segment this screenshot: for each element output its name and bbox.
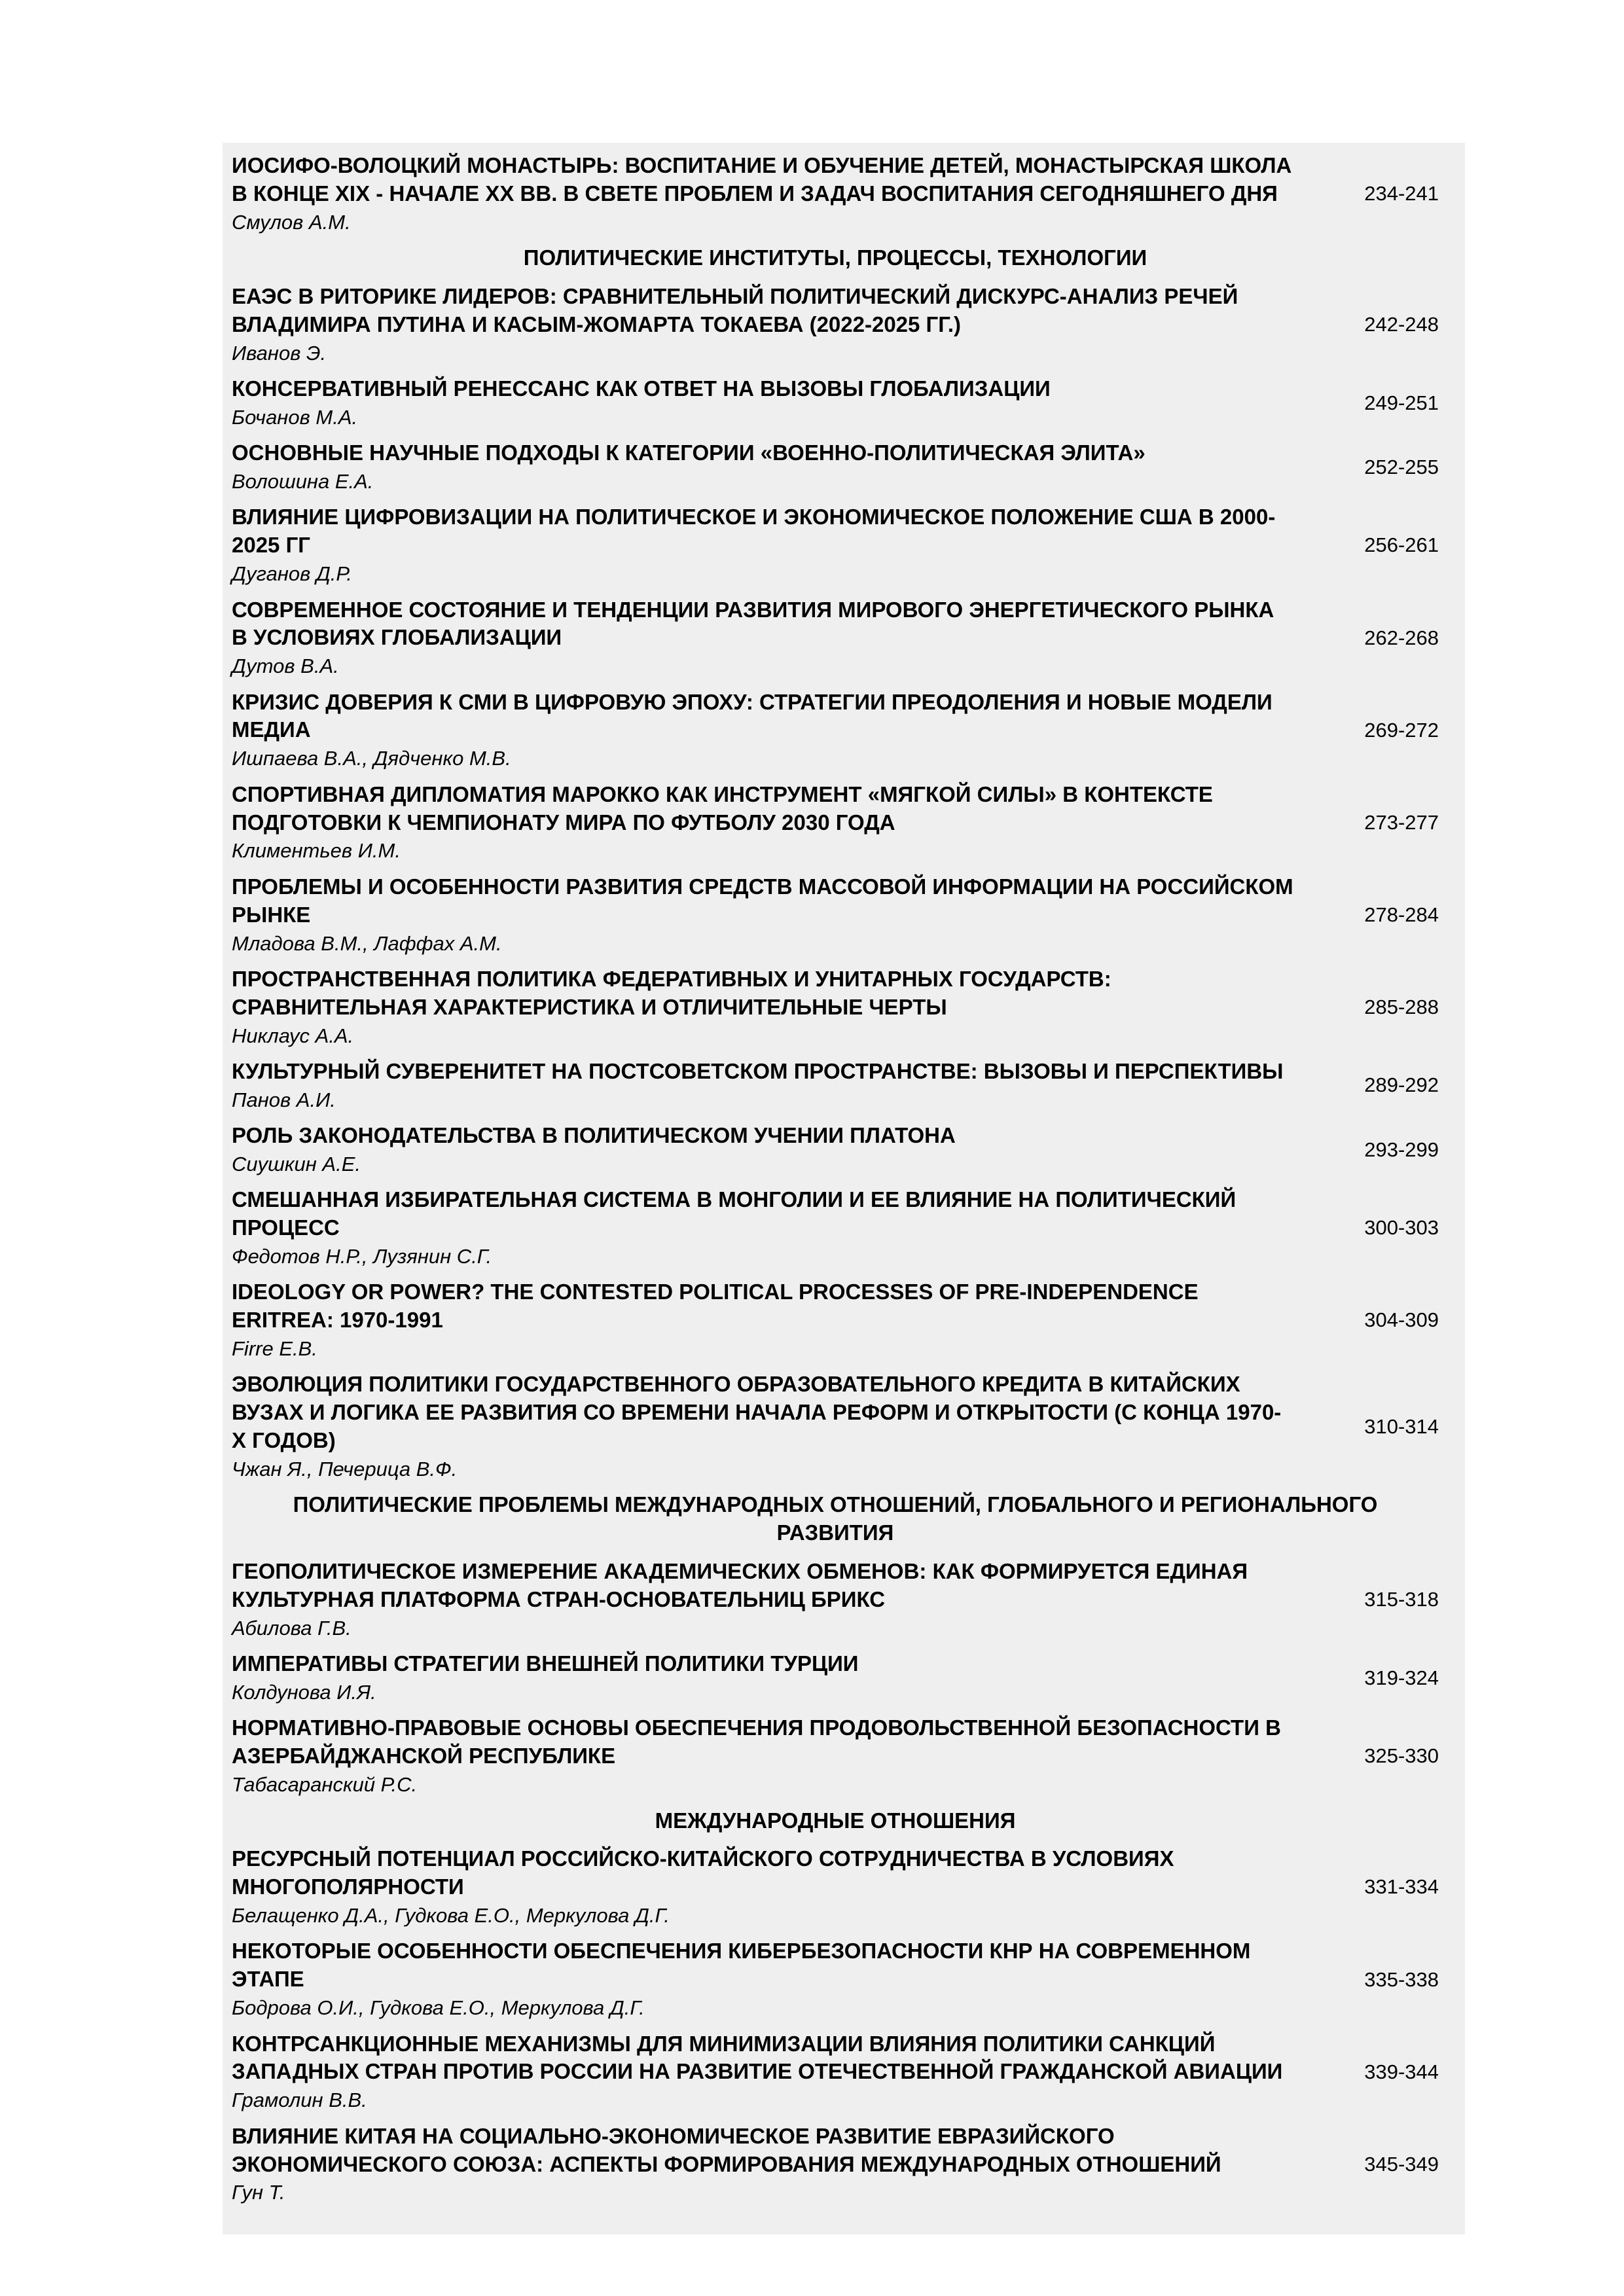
article-authors: Климентьев И.М. (232, 839, 401, 863)
toc-entry (232, 1058, 1439, 1113)
article-authors: Firre E.B. (232, 1337, 317, 1361)
toc-entry-text (232, 1058, 1314, 1113)
article-title: ВЛИЯНИЕ КИТАЯ НА СОЦИАЛЬНО-ЭКОНОМИЧЕСКОЕ РАЗВИТИЕ ЕВРАЗИЙСКОГО ЭКОНОМИЧЕСКОГО СОЮЗА: АСПЕКТЫ ФОРМИРОВАНИЯ МЕЖДУНАРОДНЫХ ОТНОШЕНИЙ (232, 2123, 1221, 2176)
page-range: 335-338 (1364, 1967, 1439, 1991)
article-authors: Бодрова О.И., Гудкова Е.О., Меркулова Д.Г. (232, 1996, 645, 2020)
toc-entry (232, 1845, 1439, 1929)
article-title: НЕКОТОРЫЕ ОСОБЕННОСТИ ОБЕСПЕЧЕНИЯ КИБЕРБЕЗОПАСНОСТИ КНР НА СОВРЕМЕННОМ ЭТАПЕ (232, 1939, 1251, 1992)
toc-entry (232, 1558, 1439, 1641)
article-authors: Дуганов Д.Р. (232, 562, 352, 586)
page-range: 319-324 (1364, 1666, 1439, 1689)
article-authors: Дутов В.А. (232, 655, 339, 678)
toc-entry-text (232, 1714, 1314, 1798)
toc-entry (232, 283, 1439, 367)
page-range: 234-241 (1364, 182, 1439, 206)
toc-entry-text (232, 689, 1314, 772)
toc-entry-text (232, 873, 1314, 957)
page-range: 315-318 (1364, 1588, 1439, 1611)
toc-entry (232, 439, 1439, 495)
article-title: ПРОБЛЕМЫ И ОСОБЕННОСТИ РАЗВИТИЯ СРЕДСТВ МАССОВОЙ ИНФОРМАЦИИ НА РОССИЙСКОМ РЫНКЕ (232, 874, 1293, 927)
article-title: СПОРТИВНАЯ ДИПЛОМАТИЯ МАРОККО КАК ИНСТРУМЕНТ «МЯГКОЙ СИЛЫ» В КОНТЕКСТЕ ПОДГОТОВКИ К ЧЕМПИОНАТУ МИРА ПО ФУТБОЛУ 2030 ГОДА (232, 781, 1213, 834)
article-title: СОВРЕМЕННОЕ СОСТОЯНИЕ И ТЕНДЕНЦИИ РАЗВИТИЯ МИРОВОГО ЭНЕРГЕТИЧЕСКОГО РЫНКА В УСЛОВИЯХ ГЛОБАЛИЗАЦИИ (232, 597, 1274, 650)
toc-entry (232, 965, 1439, 1049)
article-title: ПРОСТРАНСТВЕННАЯ ПОЛИТИКА ФЕДЕРАТИВНЫХ И УНИТАРНЫХ ГОСУДАРСТВ: СРАВНИТЕЛЬНАЯ ХАРАКТЕРИСТИКА И ОТЛИЧИТЕЛЬНЫЕ ЧЕРТЫ (232, 966, 1111, 1019)
article-authors: Табасаранский Р.С. (232, 1773, 418, 1797)
article-authors: Сиушкин А.Е. (232, 1152, 361, 1175)
toc-entry (232, 1186, 1439, 1270)
toc-entry-text (232, 283, 1314, 367)
article-title: КРИЗИС ДОВЕРИЯ К СМИ В ЦИФРОВУЮ ЭПОХУ: СТРАТЕГИИ ПРЕОДОЛЕНИЯ И НОВЫЕ МОДЕЛИ МЕДИА (232, 689, 1272, 742)
toc-entry-text (232, 152, 1314, 236)
article-authors: Младова В.М., Лаффах А.М. (232, 931, 502, 955)
article-title: ВЛИЯНИЕ ЦИФРОВИЗАЦИИ НА ПОЛИТИЧЕСКОЕ И ЭКОНОМИЧЕСКОЕ ПОЛОЖЕНИЕ США В 2000-2025 ГГ (232, 505, 1276, 558)
toc-entry-text (232, 1650, 1314, 1706)
article-authors: Белащенко Д.А., Гудкова Е.О., Меркулова Д.Г. (232, 1904, 670, 1928)
article-authors: Гун Т. (232, 2181, 285, 2204)
toc-entry (232, 689, 1439, 772)
page-range: 325-330 (1364, 1744, 1439, 1768)
article-title: КОНТРСАНКЦИОННЫЕ МЕХАНИЗМЫ ДЛЯ МИНИМИЗАЦИИ ВЛИЯНИЯ ПОЛИТИКИ САНКЦИЙ ЗАПАДНЫХ СТРАН ПРОТИВ РОССИИ НА РАЗВИТИЕ ОТЕЧЕСТВЕННОЙ ГРАЖДАНСКОЙ АВИАЦИИ (232, 2031, 1283, 2084)
section-header: ПОЛИТИЧЕСКИЕ ПРОБЛЕМЫ МЕЖДУНАРОДНЫХ ОТНОШЕНИЙ, ГЛОБАЛЬНОГО И РЕГИОНАЛЬНОГО РАЗВИТИЯ (293, 1492, 1378, 1545)
toc-entry (232, 1371, 1439, 1482)
article-title: ОСНОВНЫЕ НАУЧНЫЕ ПОДХОДЫ К КАТЕГОРИИ «ВОЕННО-ПОЛИТИЧЕСКАЯ ЭЛИТА» (232, 440, 1146, 465)
page-range: 304-309 (1364, 1308, 1439, 1332)
toc-entry-text (232, 1186, 1314, 1270)
toc-entry (232, 1278, 1439, 1362)
page-range: 249-251 (1364, 391, 1439, 414)
article-authors: Смулов А.М. (232, 210, 351, 234)
toc-entry (232, 503, 1439, 587)
article-authors: Бочанов М.А. (232, 405, 358, 429)
article-title: НОРМАТИВНО-ПРАВОВЫЕ ОСНОВЫ ОБЕСПЕЧЕНИЯ ПРОДОВОЛЬСТВЕННОЙ БЕЗОПАСНОСТИ В АЗЕРБАЙДЖАНСКОЙ РЕСПУБЛИКЕ (232, 1715, 1281, 1768)
article-title: РЕСУРСНЫЙ ПОТЕНЦИАЛ РОССИЙСКО-КИТАЙСКОГО СОТРУДНИЧЕСТВА В УСЛОВИЯХ МНОГОПОЛЯРНОСТИ (232, 1846, 1174, 1899)
article-title: ИОСИФО-ВОЛОЦКИЙ МОНАСТЫРЬ: ВОСПИТАНИЕ И ОБУЧЕНИЕ ДЕТЕЙ, МОНАСТЫРСКАЯ ШКОЛА В КОНЦЕ XIX - НАЧАЛЕ XX ВВ. В СВЕТЕ ПРОБЛЕМ И ЗАДАЧ ВОСПИТАНИЯ СЕГОДНЯШНЕГО ДНЯ (232, 153, 1292, 206)
page-range: 256-261 (1364, 533, 1439, 557)
article-authors: Ишпаева В.А., Дядченко М.В. (232, 747, 511, 770)
article-authors: Никлаус А.А. (232, 1024, 354, 1047)
toc-entry (232, 1714, 1439, 1798)
toc-entry-text (232, 1558, 1314, 1641)
article-authors: Панов А.И. (232, 1088, 336, 1111)
toc-entry (232, 2030, 1439, 2114)
article-title: ГЕОПОЛИТИЧЕСКОЕ ИЗМЕРЕНИЕ АКАДЕМИЧЕСКИХ ОБМЕНОВ: КАК ФОРМИРУЕТСЯ ЕДИНАЯ КУЛЬТУРНАЯ ПЛАТФОРМА СТРАН-ОСНОВАТЕЛЬНИЦ БРИКС (232, 1559, 1248, 1612)
toc-entry (232, 375, 1439, 431)
toc-entry-text (232, 596, 1314, 680)
page-range: 242-248 (1364, 313, 1439, 336)
article-title: КУЛЬТУРНЫЙ СУВЕРЕНИТЕТ НА ПОСТСОВЕТСКОМ ПРОСТРАНСТВЕ: ВЫЗОВЫ И ПЕРСПЕКТИВЫ (232, 1058, 1284, 1083)
article-title: РОЛЬ ЗАКОНОДАТЕЛЬСТВА В ПОЛИТИЧЕСКОМ УЧЕНИИ ПЛАТОНА (232, 1123, 956, 1148)
article-authors: Грамолин В.В. (232, 2089, 367, 2112)
article-title: ЭВОЛЮЦИЯ ПОЛИТИКИ ГОСУДАРСТВЕННОГО ОБРАЗОВАТЕЛЬНОГО КРЕДИТА В КИТАЙСКИХ ВУЗАХ И ЛОГИКА ЕЕ РАЗВИТИЯ СО ВРЕМЕНИ НАЧАЛА РЕФОРМ И ОТКРЫТОСТИ (С КОНЦА 1970-Х ГОДОВ) (232, 1372, 1282, 1453)
toc-entry-text (232, 2123, 1314, 2206)
page-range: 262-268 (1364, 626, 1439, 649)
article-authors: Колдунова И.Я. (232, 1681, 376, 1704)
toc-content-area (223, 143, 1465, 2234)
toc-entry-text (232, 375, 1314, 431)
toc-entry-text (232, 965, 1314, 1049)
page-range: 278-284 (1364, 903, 1439, 926)
toc-entry (232, 781, 1439, 865)
page-range: 331-334 (1364, 1875, 1439, 1899)
article-authors: Федотов Н.Р., Лузянин С.Г. (232, 1245, 492, 1268)
toc-entry-text (232, 1845, 1314, 1929)
article-authors: Иванов Э. (232, 341, 327, 365)
toc-entry-text (232, 1937, 1314, 2021)
page-range: 289-292 (1364, 1073, 1439, 1097)
article-authors: Абилова Г.В. (232, 1616, 352, 1640)
article-title: IDEOLOGY OR POWER? THE CONTESTED POLITICAL PROCESSES OF PRE-INDEPENDENCE ERITREA: 1970-1991 (232, 1280, 1199, 1333)
toc-entry-text (232, 1122, 1314, 1177)
article-title: ИМПЕРАТИВЫ СТРАТЕГИИ ВНЕШНЕЙ ПОЛИТИКИ ТУРЦИИ (232, 1651, 859, 1676)
toc-entry-text (232, 781, 1314, 865)
page-range: 293-299 (1364, 1138, 1439, 1161)
toc-entry (232, 1937, 1439, 2021)
page-range: 300-303 (1364, 1216, 1439, 1240)
article-title: ЕАЭС В РИТОРИКЕ ЛИДЕРОВ: СРАВНИТЕЛЬНЫЙ ПОЛИТИЧЕСКИЙ ДИСКУРС-АНАЛИЗ РЕЧЕЙ ВЛАДИМИРА ПУТИНА И КАСЫМ-ЖОМАРТА ТОКАЕВА (2022-2025 ГГ.) (232, 283, 1238, 336)
toc-list (232, 152, 1439, 2206)
article-title: СМЕШАННАЯ ИЗБИРАТЕЛЬНАЯ СИСТЕМА В МОНГОЛИИ И ЕЕ ВЛИЯНИЕ НА ПОЛИТИЧЕСКИЙ ПРОЦЕСС (232, 1187, 1236, 1240)
page-range: 273-277 (1364, 810, 1439, 834)
toc-entry-text (232, 503, 1314, 587)
toc-entry (232, 2123, 1439, 2206)
toc-entry-text (232, 1278, 1314, 1362)
section-header: ПОЛИТИЧЕСКИЕ ИНСТИТУТЫ, ПРОЦЕССЫ, ТЕХНОЛОГИИ (523, 245, 1147, 270)
article-authors: Чжан Я., Печерица В.Ф. (232, 1458, 458, 1481)
page-range: 339-344 (1364, 2060, 1439, 2083)
article-title: КОНСЕРВАТИВНЫЙ РЕНЕССАНС КАК ОТВЕТ НА ВЫЗОВЫ ГЛОБАЛИЗАЦИИ (232, 376, 1051, 401)
toc-entry (232, 873, 1439, 957)
page-range: 269-272 (1364, 718, 1439, 742)
toc-entry-text (232, 2030, 1314, 2114)
page-range: 252-255 (1364, 455, 1439, 478)
section-header: МЕЖДУНАРОДНЫЕ ОТНОШЕНИЯ (655, 1808, 1016, 1833)
page-range: 345-349 (1364, 2152, 1439, 2176)
page-range: 285-288 (1364, 995, 1439, 1018)
toc-entry (232, 596, 1439, 680)
toc-entry (232, 152, 1439, 236)
page-range: 310-314 (1364, 1414, 1439, 1438)
toc-entry (232, 1650, 1439, 1706)
toc-entry-text (232, 439, 1314, 495)
toc-entry (232, 1122, 1439, 1177)
toc-entry-text (232, 1371, 1314, 1482)
article-authors: Волошина Е.А. (232, 470, 374, 493)
